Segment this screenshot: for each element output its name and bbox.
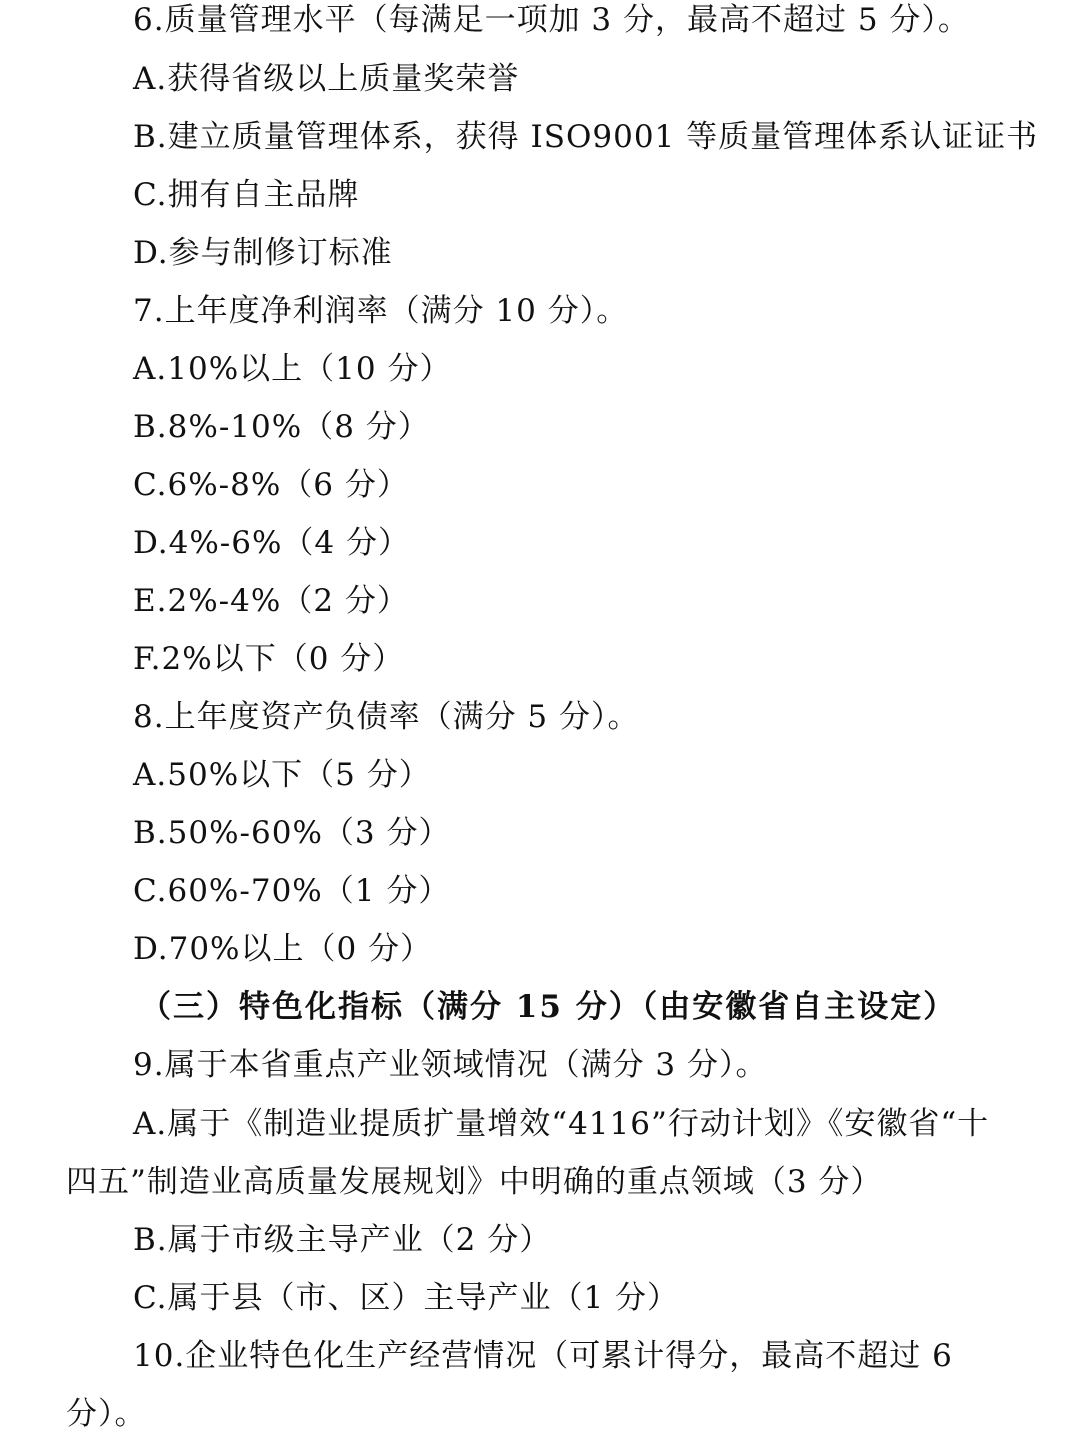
item-9-option-a: A.属于《制造业提质扩量增效“4116”行动计划》《安徽省“十	[133, 1106, 990, 1142]
item-6-option-c: C.拥有自主品牌	[133, 177, 360, 213]
item-6-option-d: D.参与制修订标准	[133, 235, 393, 271]
item-9-heading: 9.属于本省重点产业领域情况（满分 3 分）。	[133, 1047, 768, 1083]
item-8-option-a: A.50%以下（5 分）	[133, 757, 431, 793]
item-8-heading: 8.上年度资产负债率（满分 5 分）。	[133, 699, 640, 735]
item-9-option-a-continued: 四五”制造业高质量发展规划》中明确的重点领域（3 分）	[66, 1164, 883, 1200]
item-9-option-b: B.属于市级主导产业（2 分）	[133, 1222, 552, 1258]
item-8-option-c: C.60%-70%（1 分）	[133, 873, 451, 909]
item-9-option-c: C.属于县（市、区）主导产业（1 分）	[133, 1280, 680, 1316]
item-6-option-b: B.建立质量管理体系，获得 ISO9001 等质量管理体系认证证书	[133, 119, 1039, 155]
item-7-heading: 7.上年度净利润率（满分 10 分）。	[133, 293, 629, 329]
item-7-option-c: C.6%-8%（6 分）	[133, 467, 409, 503]
item-10-heading: 10.企业特色化生产经营情况（可累计得分，最高不超过 6	[133, 1338, 953, 1374]
section-3-heading: （三）特色化指标（满分 15 分）（由安徽省自主设定）	[140, 989, 957, 1025]
item-7-option-f: F.2%以下（0 分）	[133, 641, 405, 677]
item-6-option-a: A.获得省级以上质量奖荣誉	[133, 61, 520, 97]
item-7-option-b: B.8%-10%（8 分）	[133, 409, 430, 445]
item-7-option-a: A.10%以上（10 分）	[133, 351, 452, 387]
item-7-option-d: D.4%-6%（4 分）	[133, 525, 411, 561]
item-7-option-e: E.2%-4%（2 分）	[133, 583, 409, 619]
item-6-heading: 6.质量管理水平（每满足一项加 3 分，最高不超过 5 分）。	[133, 2, 970, 38]
item-8-option-d: D.70%以上（0 分）	[133, 931, 433, 967]
item-8-option-b: B.50%-60%（3 分）	[133, 815, 451, 851]
item-10-heading-continued: 分）。	[66, 1396, 147, 1432]
